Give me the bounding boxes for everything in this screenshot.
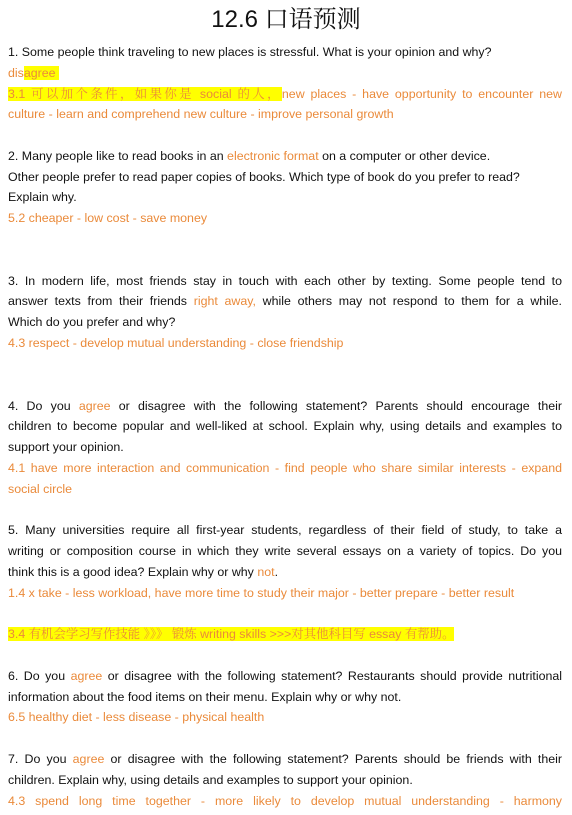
question-2-line-3: Explain why.: [8, 190, 77, 204]
answer-7: 4.3 spend long time together - more likely to develop mutual understanding - harmony: [8, 794, 562, 808]
question-6-line-1: [8, 666, 562, 686]
page-title: 12.6 口语预测: [211, 6, 361, 33]
q7-text-a: 7. Do you: [8, 752, 73, 766]
q6-text-a: 6. Do you: [8, 669, 71, 683]
q5-text-a: think this is a good idea? Explain why or why: [8, 565, 258, 579]
question-4-line-1: [8, 396, 562, 416]
q4-text-c: or disagree with the following statement? Parents should encourage their: [110, 399, 563, 413]
q7-text-c: or disagree with the following statement? Parents should be friends with their: [104, 752, 562, 766]
question-6-line-2: information about the food items on their menu. Explain why or why not.: [8, 690, 402, 704]
answer-5: 1.4 x take - less workload, have more time to study their major - better prepare - better result: [8, 586, 515, 600]
question-3-line-3: Which do you prefer and why?: [8, 315, 176, 329]
answer-1-line-2: culture - learn and comprehend new culture - improve personal growth: [8, 107, 394, 121]
question-3-line-2: [8, 291, 562, 311]
q2-text-c: on a computer or other device.: [318, 149, 491, 163]
q4-text-b: agree: [78, 399, 111, 413]
q4-text-a: 4. Do you: [8, 399, 79, 413]
answer-6: 6.5 healthy diet - less disease - physical health: [8, 710, 265, 724]
question-5-line-1: 5. Many universities require all first-year students, regardless of their field of study, to take a: [8, 523, 562, 537]
question-2-line-2: Other people prefer to read paper copies of books. Which type of book do you prefer to read?: [8, 170, 520, 184]
q3-text-a: answer texts from their friends: [8, 294, 194, 308]
answer-4-line-1: 4.1 have more interaction and communication - find people who share similar interests - expand: [8, 461, 562, 475]
question-1: 1. Some people think traveling to new places is stressful. What is your opinion and why?: [8, 45, 492, 59]
answer-1-rest: new places - have opportunity to encounter new: [281, 87, 562, 101]
answer-5-note: [8, 624, 454, 644]
q6-text-c: or disagree with the following statement? Restaurants should provide nutritional: [102, 669, 562, 683]
question-3-line-1: 3. In modern life, most friends stay in touch with each other by texting. Some people tend to: [8, 274, 562, 288]
answer-3: 4.3 respect - develop mutual understanding - close friendship: [8, 336, 344, 350]
q2-text-a: 2. Many people like to read books in an: [8, 149, 228, 163]
question-5-line-3: [8, 562, 278, 582]
q3-text-c: while others may not respond to them for a while.: [255, 294, 562, 308]
q3-text-b: right away,: [193, 294, 256, 308]
question-5-line-2: writing or composition course in which they write several essays on a variety of topics. Do you: [8, 544, 562, 558]
question-4-line-3: support your opinion.: [8, 440, 124, 454]
highlight-pad: [56, 66, 59, 80]
question-7-line-2: children. Explain why, using details and examples to support your opinion.: [8, 773, 413, 787]
answer-1-position: [8, 63, 59, 83]
answer-2: 5.2 cheaper - low cost - save money: [8, 211, 208, 225]
answer-1-highlighted: 3.1 可以加个条件，如果你是 social 的人，: [8, 87, 282, 101]
answer-4-line-2: social circle: [8, 482, 73, 496]
answer-1-dis: dis: [8, 66, 24, 80]
answer-5-note-text: 3.4 有机会学习写作技能 》》》 锻炼 writing skills >>>对其他科目写 essay 有帮助。: [8, 627, 455, 641]
question-2-line-1: [8, 146, 490, 166]
q6-text-b: agree: [70, 669, 103, 683]
q5-text-b: not: [257, 565, 275, 579]
question-4-line-2: children to become popular and well-liked at school. Explain why, using details and examples to: [8, 419, 562, 433]
q5-text-c: .: [274, 565, 279, 579]
q2-text-b: electronic format: [227, 149, 319, 163]
q7-text-b: agree: [72, 752, 105, 766]
question-7-line-1: [8, 749, 562, 769]
answer-1-line-1: [8, 84, 562, 104]
answer-1-agree: agree: [23, 66, 56, 80]
